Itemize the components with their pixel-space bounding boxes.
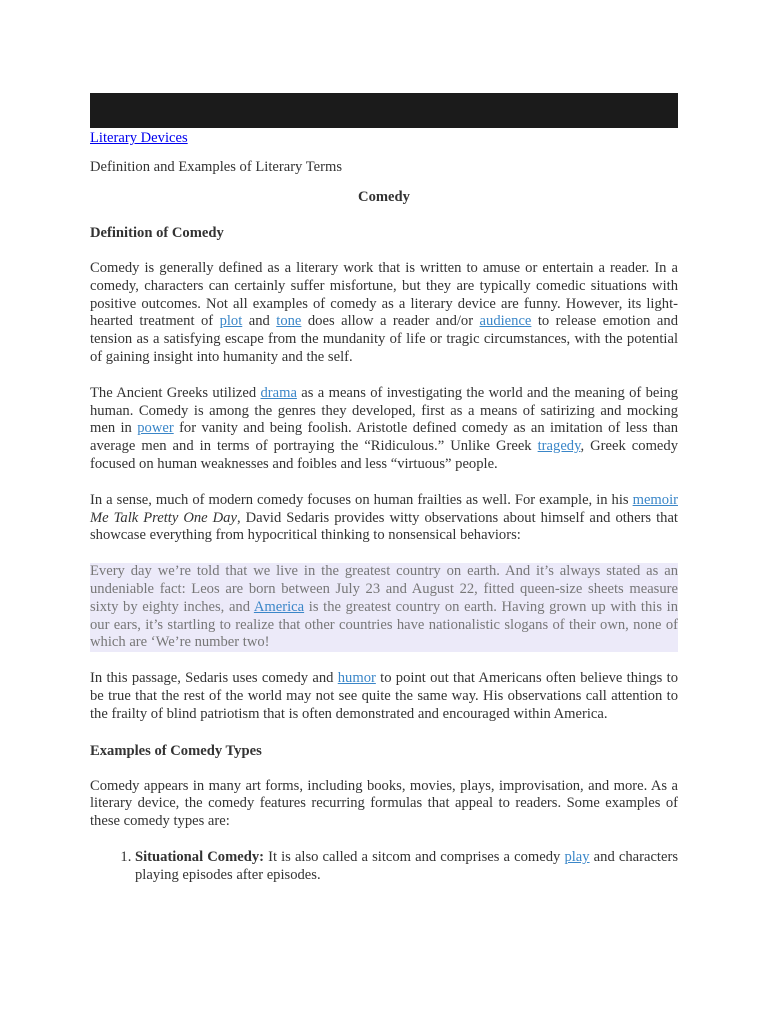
text: It is also called a sitcom and comprises a comedy [263, 848, 565, 865]
link-drama[interactable]: drama [260, 384, 297, 401]
text: In a sense, much of modern comedy focuses on human frailties as well. For example, in his [90, 491, 633, 508]
book-title: Me Talk Pretty One Day [90, 509, 237, 526]
link-america[interactable]: America [253, 598, 305, 615]
blockquote [90, 563, 678, 652]
link-tragedy[interactable]: tragedy [537, 438, 581, 455]
text: and [242, 313, 277, 330]
paragraph-analysis [90, 670, 678, 723]
text: Comedy is generally defined as a literary work that is written to amuse or entertain a reader. In a comedy, characters can certainly suffer misfortune, but they are typically comedic situations with positive outcomes. Not all examples of comedy as a literary device are funny. However, its light-hearted treatment of [90, 260, 678, 330]
link-humor[interactable]: humor [337, 670, 376, 687]
link-power[interactable]: power [137, 420, 174, 437]
list-item-term: Situational Comedy: [135, 848, 264, 865]
definition-heading: Definition of Comedy [90, 225, 224, 241]
link-memoir[interactable]: memoir [632, 491, 678, 508]
link-play[interactable]: play [564, 848, 590, 865]
site-tagline: Definition and Examples of Literary Terms [90, 159, 342, 175]
text: In this passage, Sedaris uses comedy and [90, 670, 338, 687]
text: is the greatest country on earth. Having grown up with this in our ears, it’s startling to realize that other countries have nationalistic slogans of their own, none of which are ‘We’re number two! [90, 598, 678, 651]
text: Every day we’re told that we live in the greatest country on earth. And it’s always stated as an undeniable fact: Leos are born between July 23 and August 22, fitted queen-size sheets measure sixty by eighty inches, and [90, 563, 678, 615]
top-navigation-bar [90, 93, 678, 128]
site-home-link[interactable]: Literary Devices [90, 130, 188, 146]
examples-heading: Examples of Comedy Types [90, 742, 262, 759]
page-title: Comedy [358, 189, 410, 205]
list-item [135, 849, 678, 885]
comedy-types-list [90, 849, 678, 885]
text: does allow a reader and/or [301, 313, 480, 330]
link-tone[interactable]: tone [276, 313, 302, 330]
text: for vanity and being foolish. Aristotle defined comedy as an imitation of less than average men and in terms of portraying the “Ridiculous.” Unlike Greek [90, 420, 678, 455]
paragraph-greeks [90, 385, 678, 474]
paragraph-examples-intro: Comedy appears in many art forms, including books, movies, plays, improvisation, and more. As a literary device, the comedy features recurring formulas that appeal to readers. Some examples of these comedy types are: [90, 777, 678, 830]
page [90, 93, 678, 885]
paragraph-definition [90, 260, 678, 367]
text: as a means of investigating the world and the meaning of being human. Comedy is among the genres they developed, first as a means of satirizing and mocking men in [90, 384, 678, 437]
paragraph-modern [90, 492, 678, 545]
text: and characters playing episodes after episodes. [135, 848, 678, 883]
link-audience[interactable]: audience [479, 313, 532, 330]
text: , David Sedaris provides witty observations about himself and others that showcase everything from hypocritical thinking to nonsensical behaviors: [90, 509, 678, 544]
text: , Greek comedy focused on human weaknesses and foibles and less “virtuous” people. [90, 438, 678, 472]
text: The Ancient Greeks utilized [90, 384, 261, 401]
text: to point out that Americans often believe things to be true that the rest of the world may not see quite the same way. His observations call attention to the frailty of blind patriotism that is often demonstrated and encouraged within America. [90, 670, 679, 722]
text: to release emotion and tension as a satisfying escape from the mundanity of life or tragic circumstances, with the potential of gaining insight into humanity and the self. [90, 313, 678, 365]
link-plot[interactable]: plot [219, 313, 243, 330]
